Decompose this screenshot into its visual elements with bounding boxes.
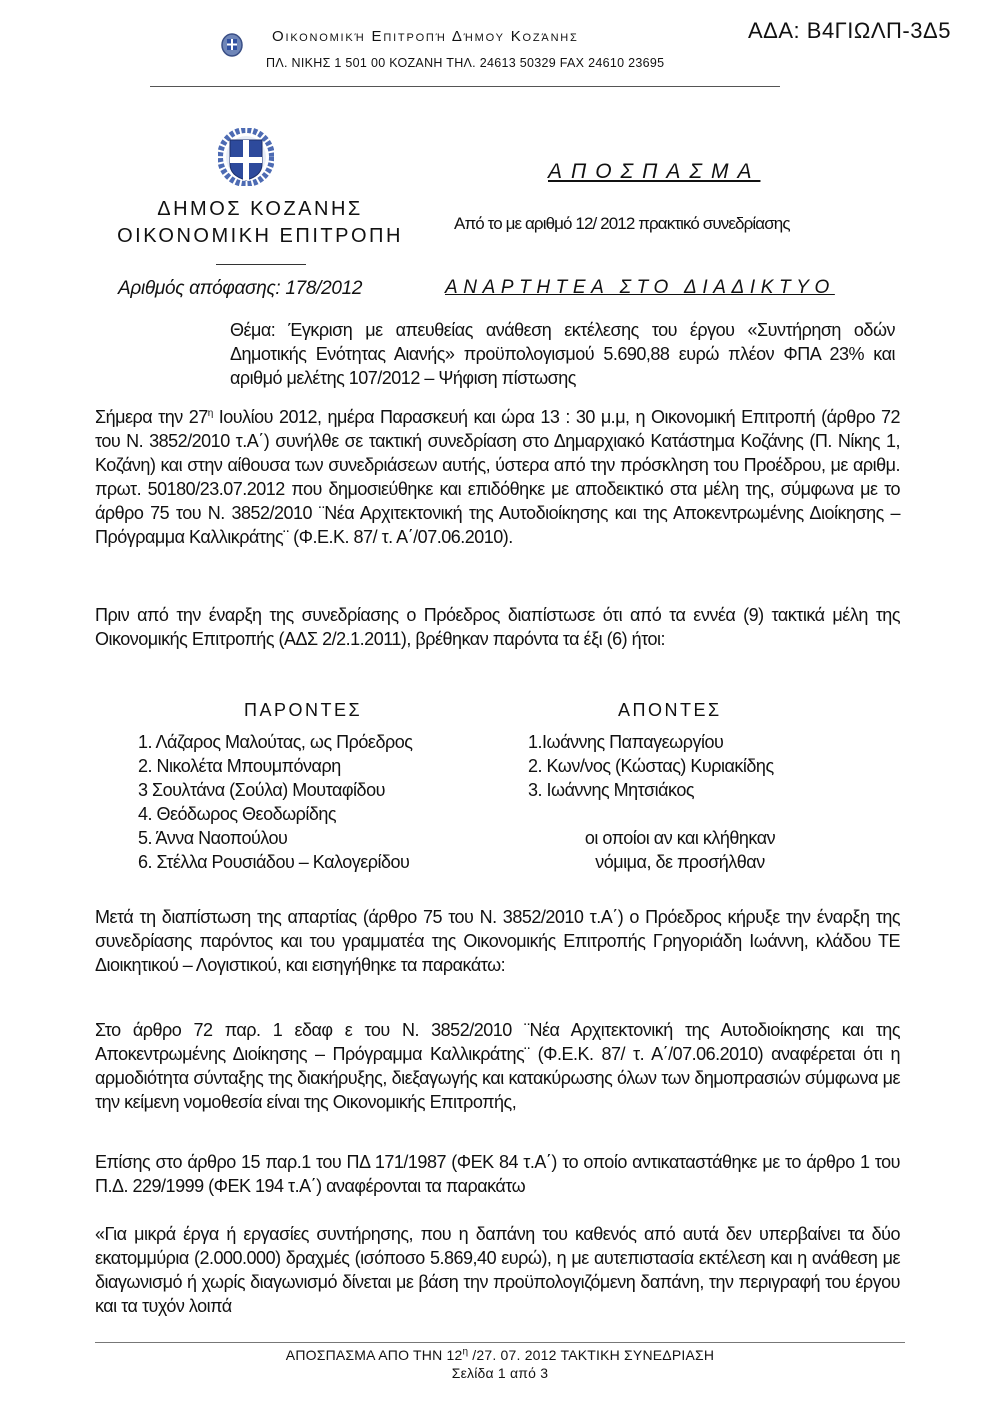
- committee-header-title: Οικονομική Επιτροπή Δήμου Κοζάνης: [272, 28, 579, 45]
- municipality-name: ΔΗΜΟΣ ΚΟΖΑΝΗΣ: [157, 198, 363, 220]
- list-item: 3. Ιωάννης Μητσιάκος: [528, 780, 695, 800]
- ada-code: ΑΔΑ: Β4ΓΙΩΛΠ-3Δ5: [748, 18, 951, 43]
- decision-number: Αριθμός απόφασης: 178/2012: [118, 278, 363, 299]
- meeting-ordinal: η: [207, 408, 213, 419]
- minutes-reference: Από το με αριθμό 12/ 2012 πρακτικό συνεδρίασης: [454, 214, 790, 233]
- article-72-paragraph: Στο άρθρο 72 παρ. 1 εδαφ ε του Ν. 3852/2010 ¨Νέα Αρχιτεκτονική της Αυτοδιοίκησης και της Αποκεντρωμένης Διοίκησης – Πρόγραμμα Καλλικράτης¨ (Φ.Ε.Κ. 87/ τ. Α΄/07.06.2010) αναφέρεται ότι η αρμοδιότητα σύνταξης της διακήρυξης, διεξαγωγής και κατακύρωσης όλων των δημοπρασιών σύμφωνα με την κείμενη νομοθεσία είναι της Οικονομικής Επιτροπής,: [95, 1020, 900, 1112]
- committee-address: ΠΛ. ΝΙΚΗΣ 1 501 00 ΚΟΖΑΝΗ ΤΗΛ. 24613 50329 FAX 24610 23695: [266, 56, 665, 70]
- quote-paragraph: «Για μικρά έργα ή εργασίες συντήρησης, που η δαπάνη του καθενός από αυτά δεν υπερβαίνει τα δύο εκατομμύρια (2.000.000) δραχμές (ισόποσο 5.869,40 ευρώ), η με αυτεπιστασία εκτέλεση και η ανάθεση με διαγωνισμό ή χωρίς διαγωνισμό δίνεται με βάση την προϋπολογιζόμενη δαπάνη, την περιγραφή του έργου και τα τυχόν λοιπά: [95, 1224, 900, 1316]
- meeting-text-post: Ιουλίου 2012, ημέρα Παρασκευή και ώρα 13 : 30 μ.μ, η Οικονομική Επιτροπή (άρθρο 72 του Ν. 3852/2010 τ.Α΄) συνήλθε σε τακτική συνεδρίαση στο Δημαρχιακό Κατάστημα Κοζάνης (Π. Νίκης 1, Κοζάνη) και στην αίθουσα των συνεδριάσεων αυτής, ύστερα από την πρόσκληση του Προέδρου, με αριθμ. πρωτ. 50180/23.07.2012 που δημοσιεύθηκε και επιδόθηκε με αποδεικτικό στα μέλη της, σύμφωνα με το άρθρο 75 του Ν. 3852/2010 ¨Νέα Αρχιτεκτονική της Αυτοδιοίκησης και της Αποκεντρωμένης Διοίκησης – Πρόγραμμα Καλλικράτης¨ (Φ.Ε.Κ. 87/ τ. Α΄/07.06.2010).: [95, 407, 900, 547]
- absent-note: [520, 826, 840, 874]
- footer-title: [95, 1346, 905, 1364]
- page-footer: [95, 1346, 905, 1382]
- signature-divider: [216, 264, 306, 265]
- present-list: [138, 730, 412, 874]
- list-item: 1. Λάζαρος Μαλούτας, ως Πρόεδρος: [138, 732, 413, 752]
- footer-ordinal: η: [462, 1346, 469, 1358]
- list-item: 2. Νικολέτα Μπουμπόναρη: [138, 756, 341, 776]
- greek-state-emblem-icon: [218, 128, 274, 186]
- opening-paragraph: Μετά τη διαπίστωση της απαρτίας (άρθρο 75 του Ν. 3852/2010 τ.Α΄) ο Πρόεδρος κήρυξε την έναρξη της συνεδρίασης παρόντος και του γραμματέα της Οικονομικής Επιτροπής Γρηγοριάδη Ιωάννη, κλάδου ΤΕ Διοικητικού – Λογιστικού, και εισηγήθηκε τα παρακάτω:: [95, 907, 900, 975]
- municipality-block: [100, 196, 420, 250]
- post-online-label: ΑΝΑΡΤΗΤΕΑ ΣΤΟ ΔΙΑΔΙΚΤΥΟ: [445, 277, 835, 298]
- list-item: 4. Θεόδωρος Θεοδωρίδης: [138, 804, 337, 824]
- greek-emblem-icon: [221, 33, 243, 57]
- document-title: ΑΠΟΣΠΑΣΜΑ: [548, 160, 761, 183]
- committee-name: ΟΙΚΟΝΟΜΙΚΗ ΕΠΙΤΡΟΠΗ: [117, 225, 403, 247]
- list-item: 5. Άννα Ναοπούλου: [138, 828, 288, 848]
- subject: Θέμα: Έγκριση με απευθείας ανάθεση εκτέλεσης του έργου «Συντήρηση οδών Δημοτικής Ενότητας Αιανής» προϋπολογισμού 5.690,88 ευρώ πλέον ΦΠΑ 23% και αριθμό μελέτης 107/2012 – Ψήφιση πίστωσης: [230, 320, 895, 388]
- header-divider: [150, 86, 780, 87]
- list-item: 3 Σουλτάνα (Σούλα) Μουταφίδου: [138, 780, 385, 800]
- meeting-paragraph: [95, 405, 900, 549]
- absent-heading: ΑΠΟΝΤΕΣ: [618, 700, 722, 720]
- footer-divider: [95, 1342, 905, 1343]
- absent-list: [528, 730, 774, 802]
- list-item: 6. Στέλλα Ρουσιάδου – Καλογερίδου: [138, 852, 410, 872]
- quorum-paragraph: Πριν από την έναρξη της συνεδρίασης ο Πρόεδρος διαπίστωσε ότι από τα εννέα (9) τακτικά μέλη της Οικονομικής Επιτροπής (ΑΔΣ 2/2.1.2011), βρέθηκαν παρόντα τα έξι (6) ήτοι:: [95, 605, 900, 649]
- list-item: 1.Ιωάννης Παπαγεωργίου: [528, 732, 724, 752]
- meeting-text-pre: Σήμερα την 27: [95, 407, 208, 427]
- absent-note-line: οι οποίοι αν και κλήθηκαν: [584, 828, 776, 848]
- article-15-paragraph: Επίσης στο άρθρο 15 παρ.1 του ΠΔ 171/1987 (ΦΕΚ 84 τ.Α΄) το οποίο αντικαταστάθηκε με το άρθρο 1 του Π.Δ. 229/1999 (ΦΕΚ 194 τ.Α΄) αναφέρονται τα παρακάτω: [95, 1152, 900, 1196]
- absent-note-line: νόμιμα, δε προσήλθαν: [595, 852, 765, 872]
- list-item: 2. Κων/νος (Κώστας) Κυριακίδης: [528, 756, 774, 776]
- page-number: Σελίδα 1 από 3: [451, 1365, 549, 1381]
- footer-title-post: /27. 07. 2012 ΤΑΚΤΙΚΗ ΣΥΝΕΔΡΙΑΣΗ: [468, 1347, 715, 1363]
- footer-title-pre: ΑΠΟΣΠΑΣΜΑ ΑΠΟ ΤΗΝ 12: [285, 1347, 463, 1363]
- present-heading: ΠΑΡΟΝΤΕΣ: [244, 700, 363, 720]
